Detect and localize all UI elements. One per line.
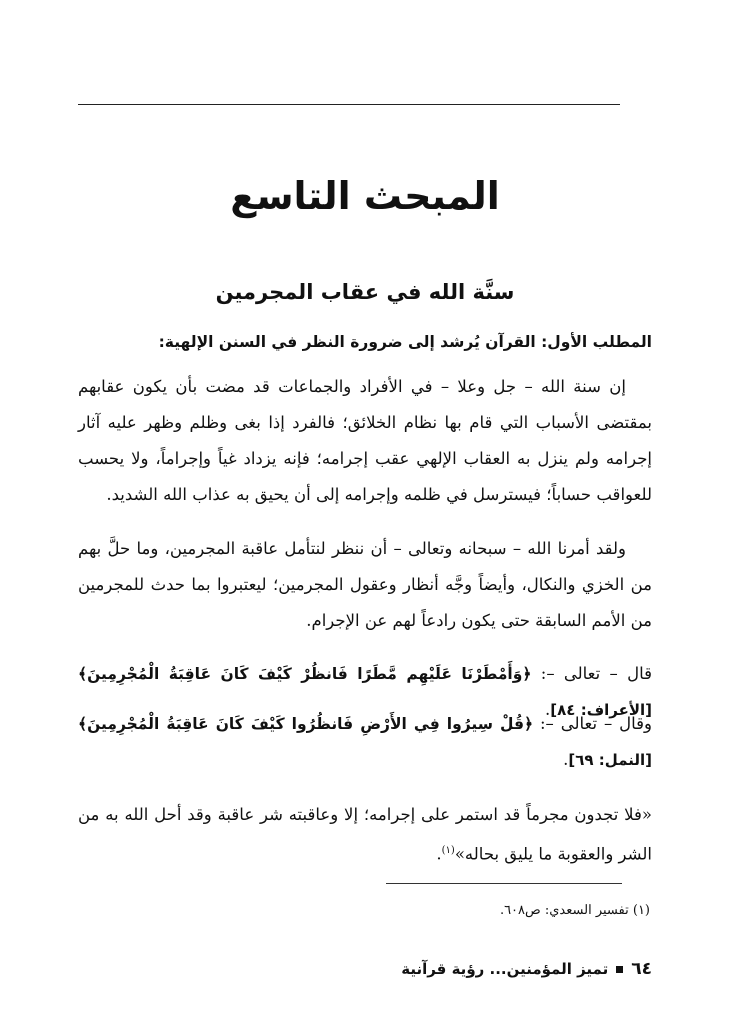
footnote-marker: (١) <box>441 845 455 856</box>
page-number: ٦٤ <box>631 959 652 979</box>
chapter-title: المبحث التاسع <box>230 174 500 218</box>
square-bullet-icon <box>616 966 623 973</box>
verse-2 <box>78 706 652 778</box>
verse-1-suffix: . <box>545 700 551 719</box>
footnote: (١) تفسير السعدي: ص٦٠٨. <box>499 903 650 918</box>
verse-1-prefix: قال – تعالى –: <box>531 664 652 683</box>
verse-1-reference: [الأعراف: ٨٤] <box>550 701 652 719</box>
running-foot <box>401 955 652 983</box>
verse-2-prefix: وقال – تعالى –: <box>533 714 652 733</box>
verse-1-quote: ﴿وَأَمْطَرْنَا عَلَيْهِم مَّطَرًا فَانظُرْ كَيْفَ كَانَ عَاقِبَةُ الْمُجْرِمِينَ﴾ <box>78 665 532 683</box>
subsection-title: المطلب الأول: القرآن يُرشد إلى ضرورة النظر في السنن الإلهية: <box>158 333 652 351</box>
verse-2-reference: [النمل: ٦٩] <box>568 751 652 769</box>
paragraph-1: إن سنة الله – جل وعلا – في الأفراد والجماعات قد مضت بأن يكون عقابهم بمقتضى الأسباب التي قام بها نظام الخلائق؛ فالفرد إذا بغى وظلم وظهر عليه آثار إجرامه ولم ينزل به العقاب الإلهي عقب إجرامه؛ فإنه يزداد غياً وإجراماً، ولا يحسب للعواقب حساباً؛ فيسترسل في ظلمه وإجرامه إلى أن يحيق به عذاب الله الشديد. <box>78 377 652 504</box>
book-title: تميز المؤمنين... رؤية قرآنية <box>401 960 609 978</box>
quote-paragraph-text: «فلا تجدون مجرماً قد استمر على إجرامه؛ إلا وعاقبته شر عاقبة وقد أحل الله به من الشر والعقوبة ما يليق بحاله» <box>78 805 652 864</box>
footnote-rule <box>386 883 622 884</box>
quote-paragraph <box>78 797 652 873</box>
section-title: سنَّة الله في عقاب المجرمين <box>215 280 515 304</box>
header-rule <box>78 104 620 105</box>
quote-paragraph-suffix: . <box>436 844 442 864</box>
paragraph-2: ولقد أمرنا الله – سبحانه وتعالى – أن ننظر لنتأمل عاقبة المجرمين، وما حلَّ بهم من الخزي والنكال، وأيضاً وجَّه أنظار وعقول المجرمين؛ ليعتبروا بما حدث للمجرمين من الأمم السابقة حتى يكون رادعاً لهم عن الإجرام. <box>78 539 652 630</box>
verse-2-quote: ﴿قُلْ سِيرُوا فِي الأَرْضِ فَانظُرُوا كَيْفَ كَانَ عَاقِبَةُ الْمُجْرِمِينَ﴾ <box>78 715 534 733</box>
verse-2-suffix: . <box>563 750 569 769</box>
